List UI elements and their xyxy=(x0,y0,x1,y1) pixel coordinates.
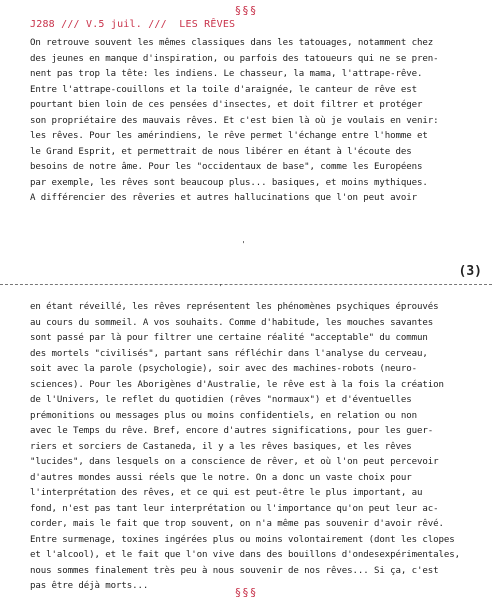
text-line: son propriétaire des mauvais rêves. Et c'est bien là où je voulais en venir: xyxy=(30,115,439,126)
dashed-separator xyxy=(0,284,492,285)
text-line: corder, mais le fait que trop souvent, on n'a même pas souvenir d'avoir rêvé. xyxy=(30,519,444,529)
text-line: l'interprétation des rêves, et ce qui est peut-être le plus important, au xyxy=(30,488,423,498)
text-line: besoins de notre âme. Pour les "occidentaux de base", comme les Européens xyxy=(30,162,423,172)
bottom-ornament: §§§ xyxy=(234,586,258,599)
text-line: sciences). Pour les Aborigènes d'Australie, le rêve est à la fois la création xyxy=(30,379,444,390)
text-line: soit avec la parole (psychologie), soir avec des machines-robots (neuro- xyxy=(30,364,417,374)
text-line: A différencier des rêveries et autres hallucinations que l'on peut avoir xyxy=(30,193,417,203)
text-line: le Grand Esprit, et permettrait de nous libérer en étant à l'écoute des xyxy=(30,146,412,157)
text-line: les rêves. Pour les amérindiens, le rêve permet l'échange entre l'homme et xyxy=(30,131,428,141)
text-line: nous sommes finalement très peu à nous souvenir de nos rêves... Si ça, c'est xyxy=(30,565,439,576)
top-ornament: §§§ xyxy=(234,4,258,17)
decor-mark: ' xyxy=(241,240,246,249)
text-line: pourtant bien loin de ces pensées d'insectes, et doit filtrer et protéger xyxy=(30,100,423,110)
text-line: "lucides", dans lesquels on a conscience de rêver, et où l'on peut percevoir xyxy=(30,457,439,467)
text-line: On retrouve souvent les mêmes classiques dans les tatouages, notamment chez xyxy=(30,38,434,48)
page-header: J288 /// V.5 juil. /// LES RÊVES xyxy=(30,19,236,30)
text-line: en étant réveillé, les rêves représentent les phénomènes psychiques éprouvés xyxy=(30,302,439,312)
text-line: des mortels "civilisés", partant sans réfléchir dans l'analyse du cerveau, xyxy=(30,348,428,359)
text-line: Entre surmenage, toxines ingérées plus ou moins volontairement (dont les clopes xyxy=(30,534,455,545)
text-line: riers et sorciers de Castaneda, il y a les rêves basiques, et les rêves xyxy=(30,441,412,452)
decor-mark: ' xyxy=(218,283,223,292)
text-line: d'autres mondes aussi réels que le notre. On a donc un vaste choix pour xyxy=(30,472,412,483)
text-line: avec le Temps du rêve. Bref, encore d'autres significations, pour les guer- xyxy=(30,426,434,436)
text-line: et l'alcool), et le fait que l'on vive dans des bouillons d'ondesexpérimentales, xyxy=(30,550,460,560)
text-line: fond, n'est pas tant leur interprétation ou l'importance qu'on peut leur ac- xyxy=(30,503,439,514)
text-line: par exemple, les rêves sont beaucoup plus... basiques, et moins mythiques. xyxy=(30,177,428,188)
text-line: au cours du sommeil. A vos souhaits. Comme d'habitude, les mouches savantes xyxy=(30,317,434,328)
text-line: Entre l'attrape-couillons et la toile d'araignée, le canteur de rêve est xyxy=(30,84,417,95)
text-line: pas être déjà morts... xyxy=(30,581,149,591)
text-line: sont passé par là pour filtrer une certaine réalité "acceptable" du commun xyxy=(30,333,428,343)
paragraph-1 xyxy=(30,36,480,207)
paragraph-2 xyxy=(30,300,480,595)
text-line: nent pas trop la tête: les indiens. Le chasseur, la mama, l'attrape-rêve. xyxy=(30,69,423,79)
text-line: de l'Univers, le reflet du quotidien (rêves "normaux") et d'éventuelles xyxy=(30,395,412,405)
text-line: des jeunes en manque d'inspiration, ou parfois des tatoueurs qui ne se pren- xyxy=(30,53,439,64)
text-line: prémonitions ou messages plus ou moins confidentiels, en relation ou non xyxy=(30,410,417,421)
page-number: (3) xyxy=(458,264,482,279)
